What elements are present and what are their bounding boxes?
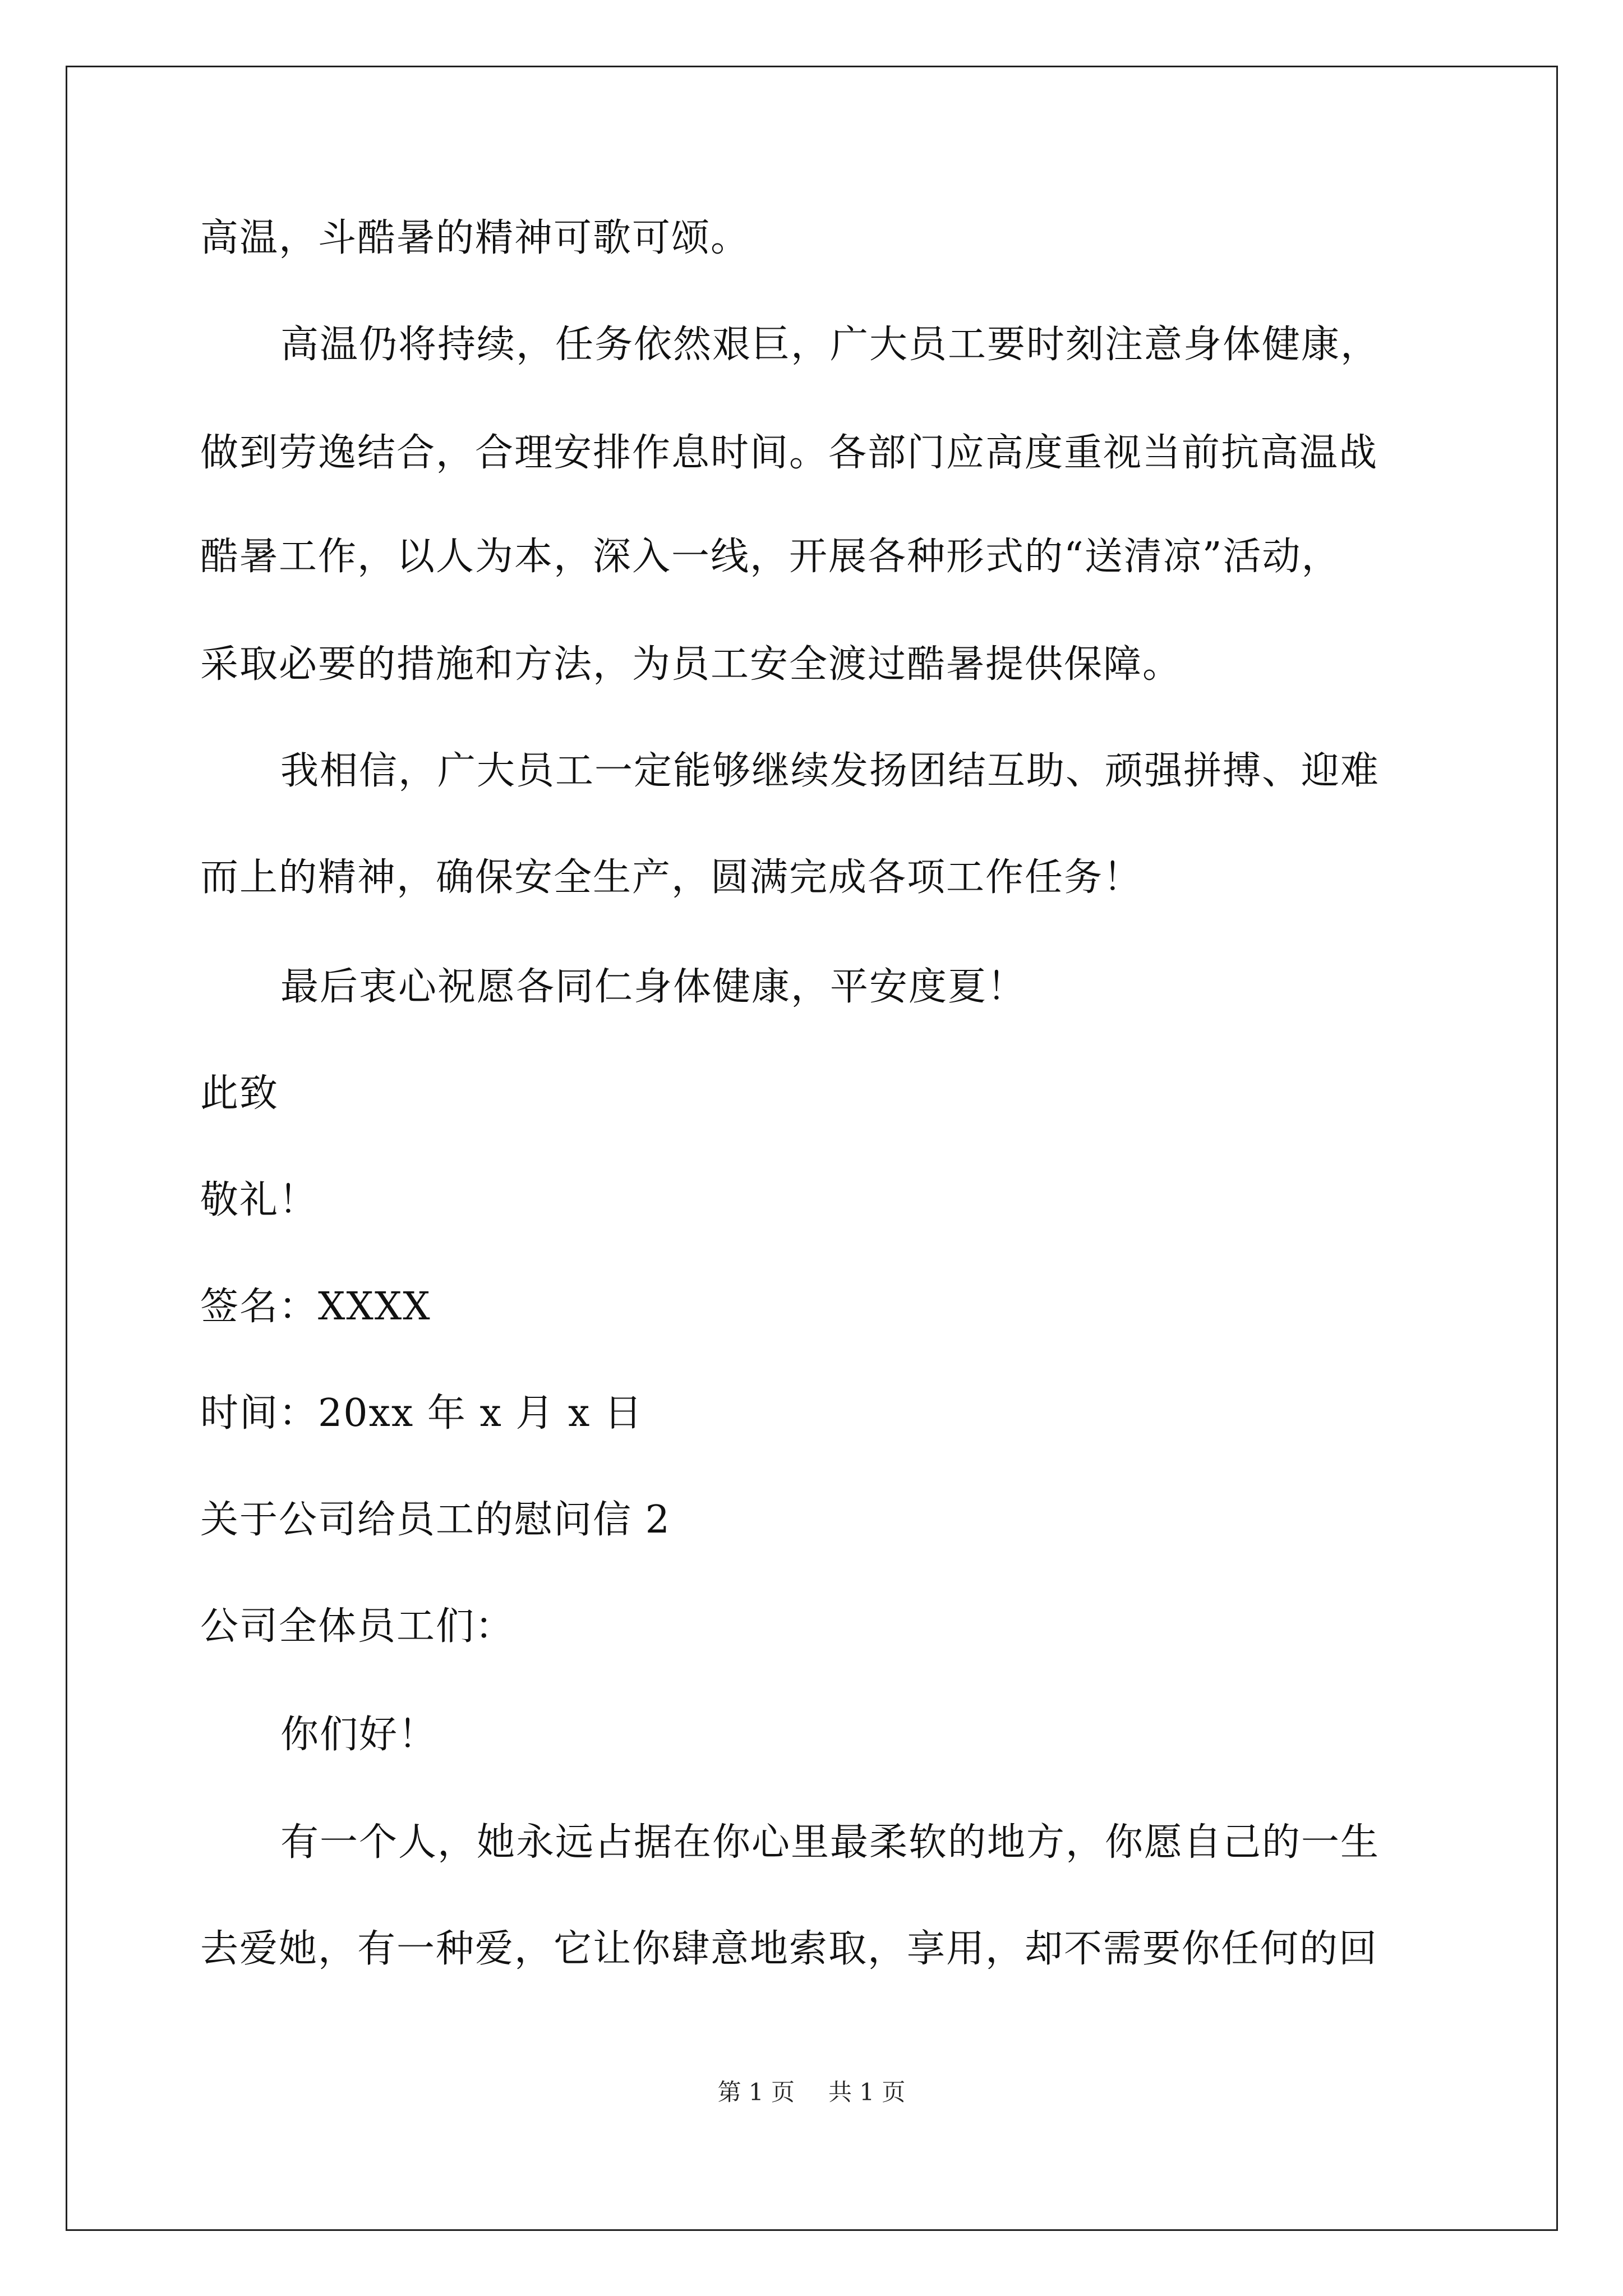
text-line-6: 我相信，广大员工一定能够继续发扬团结互助、顽强拼搏、迎难 [280, 749, 1380, 793]
text-line-14: 公司全体员工们： [200, 1604, 515, 1649]
text-line-11: 签名：XXXX [200, 1285, 431, 1329]
text-line-17: 去爱她，有一种爱，它让你肆意地索取，享用，却不需要你任何的回 [200, 1927, 1378, 1971]
text-line-9: 此致 [200, 1071, 279, 1116]
page-footer [0, 2076, 1623, 2109]
text-line-5: 采取必要的措施和方法，为员工安全渡过酷暑提供保障。 [200, 642, 1182, 687]
page-number: 第 1 页 [717, 2078, 795, 2106]
text-line-10: 敬礼！ [200, 1178, 319, 1222]
text-line-13: 关于公司给员工的慰问信 2 [200, 1498, 671, 1542]
page-border [66, 66, 1558, 2231]
text-line-7: 而上的精神，确保安全生产，圆满完成各项工作任务！ [200, 855, 1143, 900]
text-line-3: 做到劳逸结合，合理安排作息时间。各部门应高度重视当前抗高温战 [200, 431, 1378, 475]
text-line-8: 最后衷心祝愿各同仁身体健康，平安度夏！ [280, 965, 1027, 1009]
page-total: 共 1 页 [828, 2078, 906, 2106]
text-line-12: 时间：20xx 年 x 月 x 日 [200, 1391, 644, 1435]
text-line-16: 有一个人，她永远占据在你心里最柔软的地方，你愿自己的一生 [280, 1820, 1380, 1865]
text-line-1: 高温，斗酷暑的精神可歌可颂。 [200, 216, 750, 260]
text-line-15: 你们好！ [280, 1713, 438, 1757]
text-line-2: 高温仍将持续，任务依然艰巨，广大员工要时刻注意身体健康， [280, 323, 1380, 367]
text-line-4: 酷暑工作，以人为本，深入一线，开展各种形式的“送清凉”活动， [200, 535, 1341, 579]
